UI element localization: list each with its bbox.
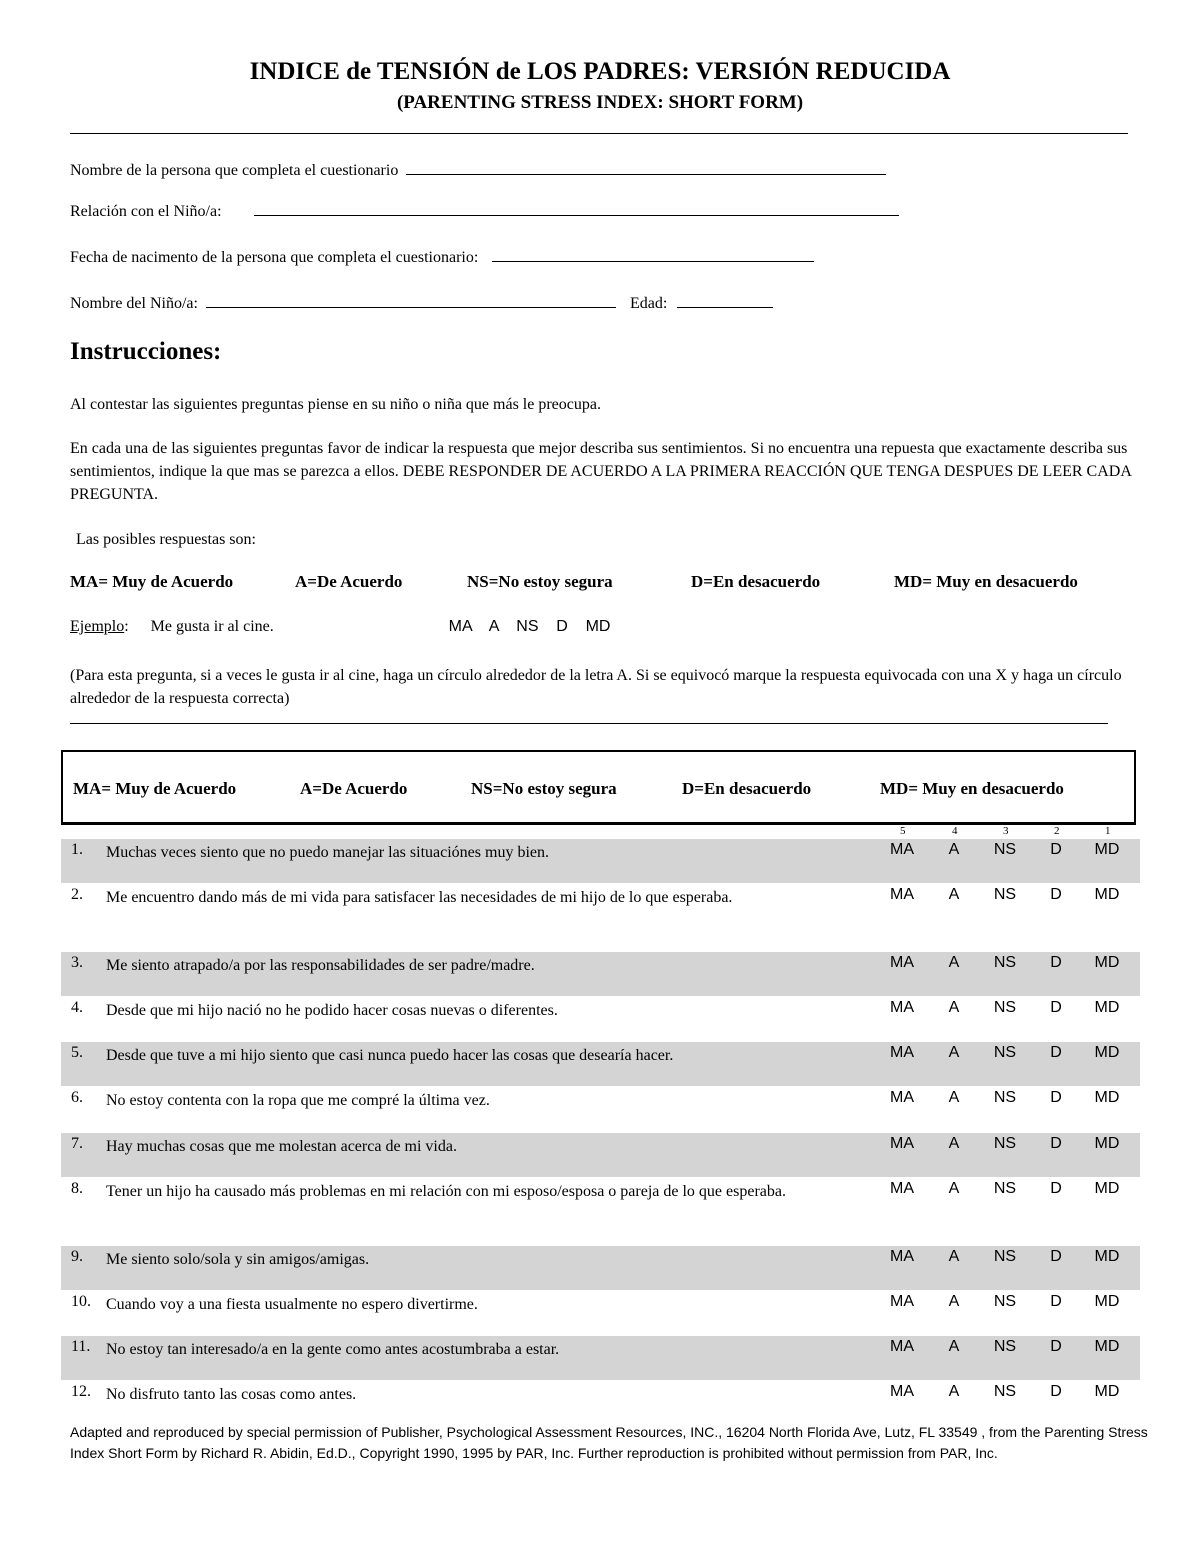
answer-option-d[interactable]: D <box>1050 1338 1062 1355</box>
completer-name-label: Nombre de la persona que completa el cuestionario <box>70 162 399 179</box>
question-number: 2. <box>71 886 83 903</box>
answer-option-md[interactable]: MD <box>1094 954 1120 971</box>
score-value: 1 <box>1105 825 1111 837</box>
question-text: No disfruto tanto las cosas como antes. <box>106 1386 357 1403</box>
answer-option-a[interactable]: A <box>948 841 960 858</box>
answer-option-ns[interactable]: NS <box>993 1089 1017 1106</box>
answer-option-ns[interactable]: NS <box>993 841 1017 858</box>
answer-option-d[interactable]: D <box>1050 1180 1062 1197</box>
example-colon: : <box>124 618 129 635</box>
answer-option-a[interactable]: A <box>948 1044 960 1061</box>
divider <box>70 723 1108 724</box>
answer-option-ns[interactable]: NS <box>993 999 1017 1016</box>
answer-option-a[interactable]: A <box>948 1338 960 1355</box>
question-text: Me encuentro dando más de mi vida para satisfacer las necesidades de mi hijo de lo que esperaba. <box>106 889 733 906</box>
answer-option-ma[interactable]: MA <box>890 886 914 903</box>
score-value: 4 <box>952 825 958 837</box>
answer-option-a[interactable]: A <box>948 1089 960 1106</box>
completer-name-row <box>70 162 886 180</box>
answer-option-d[interactable]: D <box>1050 1293 1062 1310</box>
box-legend-d: D=En desacuerdo <box>682 779 812 798</box>
age-field[interactable] <box>677 305 773 308</box>
answer-option-md[interactable]: MD <box>1094 1248 1120 1265</box>
question-row <box>61 1042 1140 1086</box>
child-name-label: Nombre del Niño/a: <box>70 295 198 312</box>
question-row <box>61 1087 1140 1131</box>
answer-option-ma[interactable]: MA <box>890 999 914 1016</box>
score-value: 5 <box>900 825 906 837</box>
answer-option-md[interactable]: MD <box>1094 1293 1120 1310</box>
question-number: 4. <box>71 999 83 1016</box>
possible-answers-label: Las posibles respuestas son: <box>76 531 256 548</box>
question-row <box>61 884 1140 950</box>
box-legend-md: MD= Muy en desacuerdo <box>880 779 1064 798</box>
answer-option-ma[interactable]: MA <box>890 1383 914 1400</box>
answer-option-md[interactable]: MD <box>1094 841 1120 858</box>
box-legend <box>73 779 1064 799</box>
answer-option-md[interactable]: MD <box>1094 1180 1120 1197</box>
answer-option-d[interactable]: D <box>1050 1135 1062 1152</box>
answer-option-d[interactable]: D <box>1050 1383 1062 1400</box>
answer-option-a[interactable]: A <box>948 1180 960 1197</box>
completer-name-field[interactable] <box>406 172 886 175</box>
legend-ma: MA= Muy de Acuerdo <box>70 572 234 591</box>
question-row <box>61 1381 1140 1411</box>
birth-date-field[interactable] <box>492 259 814 262</box>
answer-option-a[interactable]: A <box>948 1383 960 1400</box>
example-note: (Para esta pregunta, si a veces le gusta ir al cine, haga un círculo alrededor de la letra A. Si se equivocó marque la respuesta equivocada con una X y haga un círculo alrededor de la respuesta correcta) <box>70 667 1122 707</box>
answer-option-md[interactable]: MD <box>1094 1089 1120 1106</box>
answer-option-ns[interactable]: NS <box>993 1135 1017 1152</box>
example-text: Me gusta ir al cine. <box>150 618 274 635</box>
relation-field[interactable] <box>254 213 899 216</box>
answer-option-a[interactable]: A <box>948 999 960 1016</box>
answer-option-ma[interactable]: MA <box>890 1044 914 1061</box>
relation-row <box>70 203 899 221</box>
box-legend-ns: NS=No estoy segura <box>471 779 617 798</box>
birth-date-row <box>70 249 814 267</box>
answer-option-ns[interactable]: NS <box>993 1044 1017 1061</box>
answer-option-d[interactable]: D <box>1050 841 1062 858</box>
legend-ns: NS=No estoy segura <box>467 572 613 591</box>
question-text: Tener un hijo ha causado más problemas en mi relación con mi esposo/esposa o pareja de lo que esperaba. <box>106 1183 786 1200</box>
answer-option-ns[interactable]: NS <box>993 954 1017 971</box>
question-row <box>61 1336 1140 1380</box>
answer-option-ma[interactable]: MA <box>890 1293 914 1310</box>
legend-md: MD= Muy en desacuerdo <box>894 572 1078 591</box>
answer-option-md[interactable]: MD <box>1094 1044 1120 1061</box>
answer-legend <box>70 572 1078 592</box>
answer-option-ma[interactable]: MA <box>890 841 914 858</box>
question-row <box>61 1246 1140 1290</box>
question-number: 11. <box>71 1338 91 1355</box>
answer-option-md[interactable]: MD <box>1094 1383 1120 1400</box>
example-label: Ejemplo <box>70 618 125 635</box>
example-options: MA A NS D MD <box>448 618 611 635</box>
answer-option-ns[interactable]: NS <box>993 1248 1017 1265</box>
question-text: Desde que tuve a mi hijo siento que casi nunca puedo hacer las cosas que desearía hacer. <box>106 1047 674 1064</box>
question-number: 3. <box>71 954 83 971</box>
answer-option-d[interactable]: D <box>1050 954 1062 971</box>
question-text: Hay muchas cosas que me molestan acerca de mi vida. <box>106 1138 457 1155</box>
question-text: Muchas veces siento que no puedo manejar las situaciónes muy bien. <box>106 844 549 861</box>
score-value: 2 <box>1054 825 1060 837</box>
instructions-p2: En cada una de las siguientes preguntas favor de indicar la respuesta que mejor describa sus sentimientos. Si no encuentra una repuesta que exactamente describa sus sentimientos, indique la que mas se parezca a ellos. DEBE RESPONDER DE ACUERDO A LA PRIMERA REACCIÓN QUE TENGA DESPUES DE LEER CADA PREGUNTA. <box>70 440 1131 503</box>
legend-d: D=En desacuerdo <box>691 572 821 591</box>
question-number: 12. <box>71 1383 91 1400</box>
copyright-footer: Adapted and reproduced by special permission of Publisher, Psychological Assessment Resources, INC., 16204 North Florida Ave, Lutz, FL 33549 , from the Parenting Stress Index Short Form by Richard R. Abidin, Ed.D., Copyright 1990, 1995 by PAR, Inc. Further reproduction is prohibited without permission from PAR, Inc. <box>70 1424 1148 1461</box>
answer-option-ns[interactable]: NS <box>993 1383 1017 1400</box>
child-name-field[interactable] <box>206 305 616 308</box>
answer-option-a[interactable]: A <box>948 1293 960 1310</box>
answer-option-d[interactable]: D <box>1050 1044 1062 1061</box>
question-number: 6. <box>71 1089 83 1106</box>
answer-option-ns[interactable]: NS <box>993 1180 1017 1197</box>
box-legend-ma: MA= Muy de Acuerdo <box>73 779 237 798</box>
answer-option-md[interactable]: MD <box>1094 886 1120 903</box>
answer-option-d[interactable]: D <box>1050 1248 1062 1265</box>
question-text: Desde que mi hijo nació no he podido hacer cosas nuevas o diferentes. <box>106 1002 558 1019</box>
question-number: 1. <box>71 841 83 858</box>
question-row <box>61 997 1140 1041</box>
question-number: 7. <box>71 1135 83 1152</box>
question-row <box>61 952 1140 996</box>
answer-option-ma[interactable]: MA <box>890 1180 914 1197</box>
question-number: 10. <box>71 1293 91 1310</box>
divider <box>70 133 1128 134</box>
question-row <box>61 839 1140 883</box>
answer-option-md[interactable]: MD <box>1094 1135 1120 1152</box>
page-title: INDICE de TENSIÓN de LOS PADRES: VERSIÓN REDUCIDA <box>249 58 951 85</box>
question-text: Cuando voy a una fiesta usualmente no espero divertirme. <box>106 1296 478 1313</box>
relation-label: Relación con el Niño/a: <box>70 203 222 220</box>
answer-option-d[interactable]: D <box>1050 886 1062 903</box>
example-row <box>70 618 610 636</box>
answer-option-ma[interactable]: MA <box>890 1135 914 1152</box>
question-row <box>61 1291 1140 1335</box>
answer-option-ns[interactable]: NS <box>993 886 1017 903</box>
answer-option-d[interactable]: D <box>1050 1089 1062 1106</box>
answer-option-ma[interactable]: MA <box>890 954 914 971</box>
answer-option-ns[interactable]: NS <box>993 1338 1017 1355</box>
answer-option-a[interactable]: A <box>948 1135 960 1152</box>
legend-a: A=De Acuerdo <box>295 572 403 591</box>
question-text: Me siento atrapado/a por las responsabilidades de ser padre/madre. <box>106 957 535 974</box>
age-label: Edad: <box>629 295 668 312</box>
question-text: No estoy contenta con la ropa que me compré la última vez. <box>106 1092 490 1109</box>
answer-option-md[interactable]: MD <box>1094 999 1120 1016</box>
instructions-heading: Instrucciones: <box>70 338 222 365</box>
answer-option-ma[interactable]: MA <box>890 1248 914 1265</box>
question-row <box>61 1178 1140 1244</box>
score-value: 3 <box>1003 825 1009 837</box>
question-text: Me siento solo/sola y sin amigos/amigas. <box>106 1251 370 1268</box>
box-legend-a: A=De Acuerdo <box>300 779 408 798</box>
question-number: 9. <box>71 1248 83 1265</box>
answer-option-a[interactable]: A <box>948 954 960 971</box>
answer-option-ma[interactable]: MA <box>890 1089 914 1106</box>
birth-date-label: Fecha de nacimento de la persona que completa el cuestionario: <box>70 249 479 266</box>
instructions-p1: Al contestar las siguientes preguntas piense en su niño o niña que más le preocupa. <box>70 396 601 413</box>
question-number: 5. <box>71 1044 83 1061</box>
answer-option-ma[interactable]: MA <box>890 1338 914 1355</box>
question-row <box>61 1133 1140 1177</box>
answer-option-ns[interactable]: NS <box>993 1293 1017 1310</box>
answer-option-d[interactable]: D <box>1050 999 1062 1016</box>
child-name-row <box>70 295 773 313</box>
answer-option-a[interactable]: A <box>948 886 960 903</box>
page-subtitle: (PARENTING STRESS INDEX: SHORT FORM) <box>396 92 804 113</box>
question-number: 8. <box>71 1180 83 1197</box>
answer-option-a[interactable]: A <box>948 1248 960 1265</box>
answer-option-md[interactable]: MD <box>1094 1338 1120 1355</box>
question-text: No estoy tan interesado/a en la gente como antes acostumbraba a estar. <box>106 1341 560 1358</box>
